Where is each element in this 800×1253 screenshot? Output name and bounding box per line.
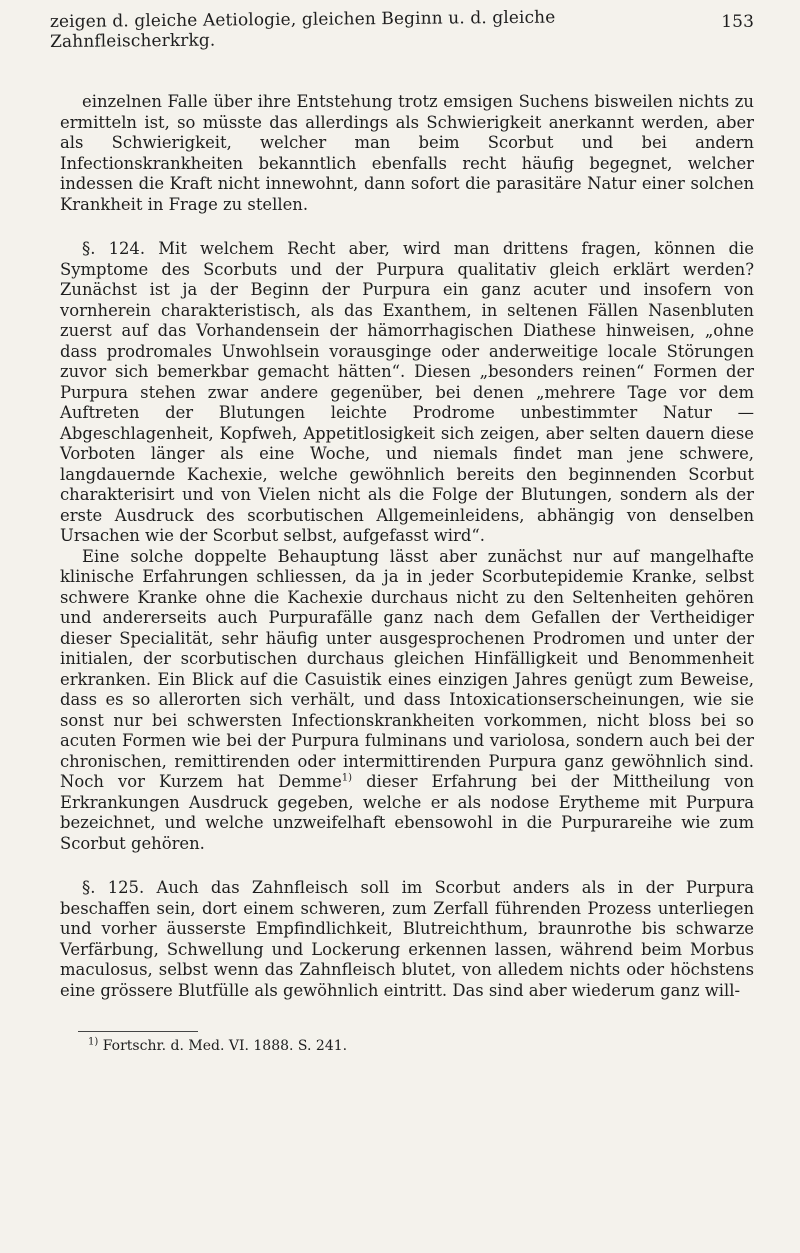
- running-header: [49, 7, 754, 52]
- footnote-divider: [78, 1031, 198, 1032]
- running-header-text: zeigen d. gleiche Aetiologie, gleichen Beginn u. d. gleiche Zahnfleischerkrkg.: [49, 7, 556, 52]
- paragraph-section-124: §. 124. Mit welchem Recht aber, wird man drittens fragen, können die Symptome des Scorbuts und der Purpura qualitativ gleich erklärt werden? Zunächst ist ja der Beginn der Purpura ein ganz acuter und insofern von vornherein charakteristisch, als das Exanthem, in seltenen Fällen Nasenbluten zuerst auf das Vorhandensein der hämorrhagischen Diathese hinweisen, „ohne dass prodromales Unwohlsein vorausginge oder anderweitige locale Störungen zuvor sich bemerkbar gemacht hätten“. Diesen „besonders reinen“ Formen der Purpura stehen zwar andere gegenüber, bei denen „mehrere Tage vor dem Auftreten der Blutungen leichte Prodrome unbestimmter Natur — Abgeschlagenheit, Kopfweh, Appetitlosigkeit sich zeigen, aber selten dauern diese Vorboten länger als eine Woche, und niemals findet man jene schwere, langdauernde Kachexie, welche gewöhnlich bereits den beginnenden Scorbut charakterisirt und von Vielen nicht als die Folge der Blutungen, sondern als der erste Ausdruck des scorbutischen Allgemeinleidens, abhängig von denselben Ursachen wie der Scorbut selbst, aufgefasst wird“.: [60, 239, 754, 545]
- page-number: 153: [721, 12, 754, 32]
- footnote-mark: 1): [88, 1036, 99, 1048]
- footnote-reference: 1): [341, 772, 353, 784]
- paragraph-3-text-b: dieser Erfahrung bei der Mittheilung von Erkrankungen Ausdruck gegeben, welche er als nodose Erytheme mit Purpura bezeichnet, und welche unzweifelhaft ebensowohl in die Purpurareihe wie zum Scorbut gehören.: [60, 772, 754, 853]
- paragraph-section-125: §. 125. Auch das Zahnfleisch soll im Scorbut anders als in der Purpura beschaffen sein, dort einem schweren, zum Zerfall führenden Prozess unterliegen und vorher äusserste Empfindlichkeit, Blutreichthum, braunrothe bis schwarze Verfärbung, Schwellung und Lockerung erkennen lassen, während beim Morbus maculosus, selbst wenn das Zahnfleisch blutet, von alledem nichts oder höchstens eine grössere Blutfülle als gewöhnlich eintritt. Das sind aber wiederum ganz will-: [60, 878, 754, 1000]
- footnote-text: Fortschr. d. Med. VI. 1888. S. 241.: [102, 1038, 348, 1054]
- paragraph-3-text-a: Eine solche doppelte Behauptung lässt aber zunächst nur auf mangelhafte klinische Erfahrungen schliessen, da ja in jeder Scorbutepidemie Kranke, selbst schwere Kranke ohne die Kachexie durchaus nicht zu den Seltenheiten gehören und andererseits auch Purpurafälle ganz nach dem Gefallen der Vertheidiger dieser Specialität, sehr häufig unter ausgesprochenen Prodromen und unter der initialen, der scorbutischen durchaus gleichen Hinfälligkeit und Benommenheit erkranken. Ein Blick auf die Casuistik eines einzigen Jahres genügt zum Beweise, dass es so allerorten sich verhält, und dass Intoxicationserscheinungen, wie sie sonst nur bei schwersten Infectionskrankheiten vorkommen, nicht bloss bei so acuten Formen wie bei der Purpura fulminans und variolosa, sondern auch bei der chronischen, remittirenden oder intermittirenden Purpura ganz gewöhnlich sind. Noch vor Kurzem hat Demme: [60, 546, 754, 791]
- paragraph-3: [60, 547, 754, 855]
- footnote: [88, 1038, 754, 1054]
- paragraph-1: einzelnen Falle über ihre Entstehung trotz emsigen Suchens bisweilen nichts zu ermitteln ist, so müsste das allerdings als Schwierigkeit anerkannt werden, aber als Schwierigkeit, welcher man beim Scorbut und bei andern Infectionskrankheiten bekanntlich ebenfalls recht häufig begegnet, welcher indessen die Kraft nicht innewohnt, dann sofort die parasitäre Natur einer solchen Krankheit in Frage zu stellen.: [60, 92, 754, 214]
- page-body: [60, 92, 754, 1001]
